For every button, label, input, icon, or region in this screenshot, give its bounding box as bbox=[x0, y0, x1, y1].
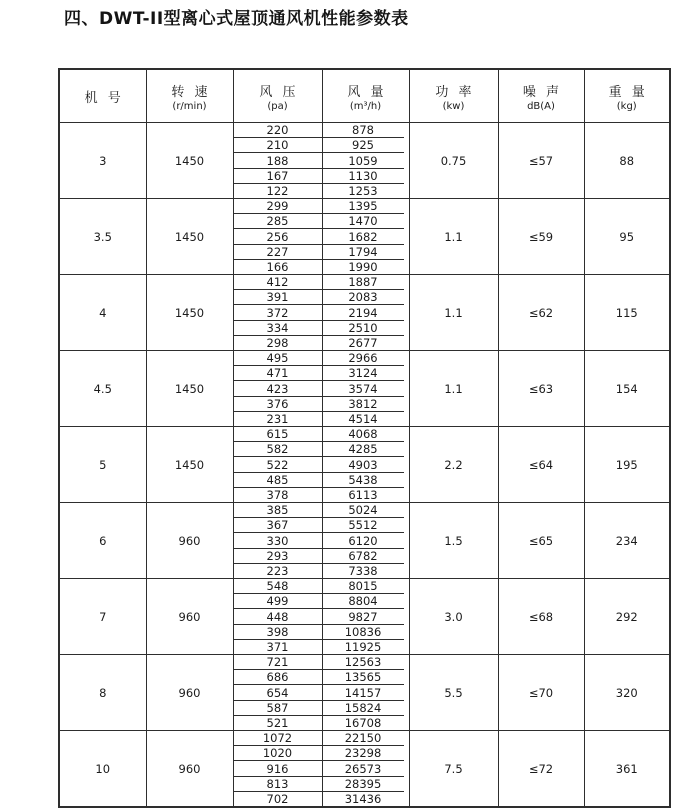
pressure-cell: 227 bbox=[234, 245, 323, 259]
noise-cell: ≤59 bbox=[498, 199, 584, 275]
power-cell: 2.2 bbox=[409, 427, 498, 503]
pv-row bbox=[234, 152, 404, 167]
weight-cell: 195 bbox=[584, 427, 670, 503]
pressure-volume-grid bbox=[234, 503, 409, 578]
volume-cell: 1130 bbox=[348, 168, 378, 183]
pressure-cell: 485 bbox=[234, 473, 323, 487]
pv-row bbox=[234, 517, 404, 532]
noise-cell: ≤63 bbox=[498, 351, 584, 427]
volume-cell: 15824 bbox=[344, 700, 382, 715]
power-cell: 7.5 bbox=[409, 731, 498, 808]
pressure-volume-cell bbox=[233, 351, 409, 427]
header-power-label: 功 率 bbox=[435, 84, 475, 100]
volume-cell: 878 bbox=[352, 123, 374, 138]
machine-block-row bbox=[59, 731, 670, 808]
header-row bbox=[59, 69, 670, 123]
header-volume bbox=[323, 70, 409, 122]
pressure-cell: 587 bbox=[234, 701, 323, 715]
volume-cell: 1887 bbox=[348, 275, 378, 290]
pv-row bbox=[234, 669, 404, 684]
pv-row bbox=[234, 700, 404, 715]
header-power bbox=[409, 69, 498, 123]
power-cell: 1.1 bbox=[409, 275, 498, 351]
pressure-volume-grid bbox=[234, 731, 409, 806]
power-cell: 0.75 bbox=[409, 123, 498, 199]
pressure-cell: 702 bbox=[234, 792, 323, 806]
pressure-volume-cell bbox=[233, 427, 409, 503]
pressure-volume-grid bbox=[234, 275, 409, 350]
header-machine-no-label: 机 号 bbox=[84, 90, 124, 106]
pv-row bbox=[234, 441, 404, 456]
pressure-cell: 721 bbox=[234, 655, 323, 669]
weight-cell: 292 bbox=[584, 579, 670, 655]
pv-row bbox=[234, 320, 404, 335]
header-weight bbox=[584, 69, 670, 123]
pv-row bbox=[234, 760, 404, 775]
pv-row bbox=[234, 275, 404, 289]
machine-no-cell: 5 bbox=[59, 427, 146, 503]
pv-row bbox=[234, 487, 404, 502]
power-cell: 1.1 bbox=[409, 351, 498, 427]
machine-no-cell: 6 bbox=[59, 503, 146, 579]
pressure-volume-grid bbox=[234, 199, 409, 274]
machine-no-cell: 4.5 bbox=[59, 351, 146, 427]
noise-cell: ≤68 bbox=[498, 579, 584, 655]
pressure-cell: 495 bbox=[234, 351, 323, 365]
noise-cell: ≤57 bbox=[498, 123, 584, 199]
header-volume-unit: (m³/h) bbox=[349, 100, 382, 112]
header-pressure-volume bbox=[233, 69, 409, 123]
machine-no-cell: 3.5 bbox=[59, 199, 146, 275]
pressure-volume-cell bbox=[233, 503, 409, 579]
header-speed bbox=[146, 69, 233, 123]
volume-cell: 4903 bbox=[348, 457, 378, 472]
pv-row bbox=[234, 776, 404, 791]
volume-cell: 2083 bbox=[348, 290, 378, 305]
volume-cell: 1395 bbox=[348, 199, 378, 214]
volume-cell: 7338 bbox=[348, 563, 378, 578]
pressure-volume-grid bbox=[234, 579, 409, 654]
volume-cell: 6113 bbox=[348, 487, 378, 502]
weight-cell: 320 bbox=[584, 655, 670, 731]
volume-cell: 925 bbox=[352, 138, 374, 153]
header-noise bbox=[498, 69, 584, 123]
pressure-cell: 521 bbox=[234, 716, 323, 730]
pressure-volume-cell bbox=[233, 655, 409, 731]
machine-block-row bbox=[59, 275, 670, 351]
weight-cell: 234 bbox=[584, 503, 670, 579]
volume-cell: 5024 bbox=[348, 503, 378, 518]
pressure-cell: 285 bbox=[234, 214, 323, 228]
pv-row bbox=[234, 351, 404, 365]
pv-row bbox=[234, 608, 404, 623]
header-pressure bbox=[234, 70, 323, 122]
pv-row bbox=[234, 715, 404, 730]
pressure-cell: 654 bbox=[234, 685, 323, 699]
volume-cell: 8015 bbox=[348, 579, 378, 594]
pressure-volume-cell bbox=[233, 275, 409, 351]
machine-block-row bbox=[59, 503, 670, 579]
volume-cell: 28395 bbox=[344, 776, 382, 791]
pv-row bbox=[234, 791, 404, 806]
pressure-cell: 412 bbox=[234, 275, 323, 289]
volume-cell: 1990 bbox=[348, 259, 378, 274]
machine-no-cell: 4 bbox=[59, 275, 146, 351]
pressure-cell: 256 bbox=[234, 229, 323, 243]
pv-row bbox=[234, 456, 404, 471]
pressure-cell: 231 bbox=[234, 412, 323, 426]
volume-cell: 12563 bbox=[344, 655, 382, 670]
pv-row bbox=[234, 411, 404, 426]
speed-cell: 1450 bbox=[146, 427, 233, 503]
machine-no-cell: 10 bbox=[59, 731, 146, 808]
header-weight-label: 重 量 bbox=[608, 84, 648, 100]
speed-cell: 960 bbox=[146, 503, 233, 579]
pressure-cell: 220 bbox=[234, 123, 323, 137]
header-noise-unit: dB(A) bbox=[527, 100, 555, 112]
pv-row bbox=[234, 228, 404, 243]
page-title: 四、DWT-II型离心式屋顶通风机性能参数表 bbox=[64, 9, 409, 29]
power-cell: 1.1 bbox=[409, 199, 498, 275]
pv-row bbox=[234, 624, 404, 639]
machine-block-row bbox=[59, 123, 670, 199]
speed-cell: 960 bbox=[146, 655, 233, 731]
pressure-cell: 391 bbox=[234, 290, 323, 304]
volume-cell: 10836 bbox=[344, 624, 382, 639]
pressure-volume-cell bbox=[233, 579, 409, 655]
volume-cell: 31436 bbox=[344, 791, 382, 806]
pressure-cell: 522 bbox=[234, 457, 323, 471]
volume-cell: 2677 bbox=[348, 335, 378, 350]
volume-cell: 6120 bbox=[348, 533, 378, 548]
pressure-cell: 686 bbox=[234, 670, 323, 684]
pv-row bbox=[234, 365, 404, 380]
header-weight-unit: (kg) bbox=[616, 100, 637, 112]
pressure-volume-grid bbox=[234, 351, 409, 426]
volume-cell: 26573 bbox=[344, 761, 382, 776]
header-speed-label: 转 速 bbox=[171, 84, 211, 100]
machine-block-row bbox=[59, 351, 670, 427]
power-cell: 3.0 bbox=[409, 579, 498, 655]
pressure-cell: 210 bbox=[234, 138, 323, 152]
weight-cell: 361 bbox=[584, 731, 670, 808]
pressure-cell: 1072 bbox=[234, 731, 323, 745]
pv-row bbox=[234, 731, 404, 745]
pressure-cell: 582 bbox=[234, 442, 323, 456]
volume-cell: 4514 bbox=[348, 411, 378, 426]
pressure-cell: 334 bbox=[234, 321, 323, 335]
weight-cell: 115 bbox=[584, 275, 670, 351]
machine-block-row bbox=[59, 655, 670, 731]
pressure-cell: 499 bbox=[234, 594, 323, 608]
machine-no-cell: 3 bbox=[59, 123, 146, 199]
header-volume-label: 风 量 bbox=[347, 84, 387, 100]
speed-cell: 1450 bbox=[146, 351, 233, 427]
pressure-volume-cell bbox=[233, 199, 409, 275]
volume-cell: 5438 bbox=[348, 472, 378, 487]
pv-row bbox=[234, 123, 404, 137]
noise-cell: ≤72 bbox=[498, 731, 584, 808]
machine-no-cell: 7 bbox=[59, 579, 146, 655]
header-power-unit: (kw) bbox=[442, 100, 465, 112]
volume-cell: 4068 bbox=[348, 427, 378, 442]
pressure-cell: 166 bbox=[234, 260, 323, 274]
volume-cell: 1794 bbox=[348, 244, 378, 259]
volume-cell: 23298 bbox=[344, 746, 382, 761]
pv-row bbox=[234, 199, 404, 213]
volume-cell: 2510 bbox=[348, 320, 378, 335]
speed-cell: 1450 bbox=[146, 275, 233, 351]
volume-cell: 4285 bbox=[348, 442, 378, 457]
volume-cell: 16708 bbox=[344, 715, 382, 730]
volume-cell: 9827 bbox=[348, 609, 378, 624]
pv-row bbox=[234, 244, 404, 259]
power-cell: 1.5 bbox=[409, 503, 498, 579]
pv-row bbox=[234, 593, 404, 608]
header-pressure-unit: (pa) bbox=[267, 100, 288, 112]
pressure-cell: 471 bbox=[234, 366, 323, 380]
pressure-cell: 299 bbox=[234, 199, 323, 213]
machine-block-row bbox=[59, 199, 670, 275]
header-pressure-label: 风 压 bbox=[259, 84, 299, 100]
volume-cell: 5512 bbox=[348, 518, 378, 533]
pressure-volume-grid bbox=[234, 123, 409, 198]
speed-cell: 1450 bbox=[146, 123, 233, 199]
pressure-cell: 385 bbox=[234, 503, 323, 517]
pressure-volume-cell bbox=[233, 731, 409, 808]
volume-cell: 11925 bbox=[344, 639, 382, 654]
pressure-volume-grid bbox=[234, 427, 409, 502]
weight-cell: 88 bbox=[584, 123, 670, 199]
pressure-cell: 423 bbox=[234, 381, 323, 395]
pressure-cell: 813 bbox=[234, 777, 323, 791]
volume-cell: 3124 bbox=[348, 366, 378, 381]
table-body bbox=[59, 123, 670, 808]
pv-row bbox=[234, 579, 404, 593]
pv-row bbox=[234, 137, 404, 152]
pv-row bbox=[234, 380, 404, 395]
pv-row bbox=[234, 427, 404, 441]
pressure-cell: 1020 bbox=[234, 746, 323, 760]
power-cell: 5.5 bbox=[409, 655, 498, 731]
volume-cell: 1253 bbox=[348, 183, 378, 198]
pv-row bbox=[234, 289, 404, 304]
volume-cell: 13565 bbox=[344, 670, 382, 685]
pressure-cell: 376 bbox=[234, 397, 323, 411]
volume-cell: 1470 bbox=[348, 214, 378, 229]
speed-cell: 960 bbox=[146, 579, 233, 655]
pressure-cell: 293 bbox=[234, 549, 323, 563]
pv-row bbox=[234, 472, 404, 487]
pressure-cell: 188 bbox=[234, 153, 323, 167]
machine-block-row bbox=[59, 579, 670, 655]
fan-performance-table bbox=[58, 68, 671, 808]
volume-cell: 2194 bbox=[348, 305, 378, 320]
header-noise-label: 噪 声 bbox=[522, 84, 563, 100]
weight-cell: 95 bbox=[584, 199, 670, 275]
pressure-volume-cell bbox=[233, 123, 409, 199]
pv-row bbox=[234, 396, 404, 411]
machine-no-cell: 8 bbox=[59, 655, 146, 731]
noise-cell: ≤70 bbox=[498, 655, 584, 731]
pressure-cell: 448 bbox=[234, 609, 323, 623]
pressure-cell: 122 bbox=[234, 184, 323, 198]
noise-cell: ≤62 bbox=[498, 275, 584, 351]
pv-row bbox=[234, 168, 404, 183]
volume-cell: 2966 bbox=[348, 351, 378, 366]
pv-row bbox=[234, 563, 404, 578]
volume-cell: 6782 bbox=[348, 548, 378, 563]
volume-cell: 8804 bbox=[348, 594, 378, 609]
pressure-cell: 371 bbox=[234, 640, 323, 654]
pressure-cell: 223 bbox=[234, 564, 323, 578]
speed-cell: 960 bbox=[146, 731, 233, 808]
machine-block-row bbox=[59, 427, 670, 503]
volume-cell: 14157 bbox=[344, 685, 382, 700]
pv-row bbox=[234, 503, 404, 517]
pressure-cell: 167 bbox=[234, 169, 323, 183]
pv-row bbox=[234, 548, 404, 563]
pv-row bbox=[234, 532, 404, 547]
pv-row bbox=[234, 213, 404, 228]
pressure-cell: 398 bbox=[234, 625, 323, 639]
pressure-cell: 298 bbox=[234, 336, 323, 350]
volume-cell: 1682 bbox=[348, 229, 378, 244]
pressure-volume-grid bbox=[234, 655, 409, 730]
header-speed-unit: (r/min) bbox=[172, 100, 207, 112]
pressure-cell: 916 bbox=[234, 761, 323, 775]
speed-cell: 1450 bbox=[146, 199, 233, 275]
pv-row bbox=[234, 655, 404, 669]
pressure-cell: 378 bbox=[234, 488, 323, 502]
weight-cell: 154 bbox=[584, 351, 670, 427]
pv-row bbox=[234, 684, 404, 699]
pv-row bbox=[234, 639, 404, 654]
pressure-cell: 548 bbox=[234, 579, 323, 593]
volume-cell: 3574 bbox=[348, 381, 378, 396]
pressure-cell: 330 bbox=[234, 533, 323, 547]
volume-cell: 1059 bbox=[348, 153, 378, 168]
pv-row bbox=[234, 183, 404, 198]
pv-row bbox=[234, 745, 404, 760]
pressure-cell: 367 bbox=[234, 518, 323, 532]
volume-cell: 22150 bbox=[344, 731, 382, 746]
volume-cell: 3812 bbox=[348, 396, 378, 411]
pv-row bbox=[234, 335, 404, 350]
pv-row bbox=[234, 259, 404, 274]
noise-cell: ≤65 bbox=[498, 503, 584, 579]
pv-row bbox=[234, 304, 404, 319]
pressure-cell: 615 bbox=[234, 427, 323, 441]
header-machine-no bbox=[59, 69, 146, 123]
noise-cell: ≤64 bbox=[498, 427, 584, 503]
pressure-cell: 372 bbox=[234, 305, 323, 319]
